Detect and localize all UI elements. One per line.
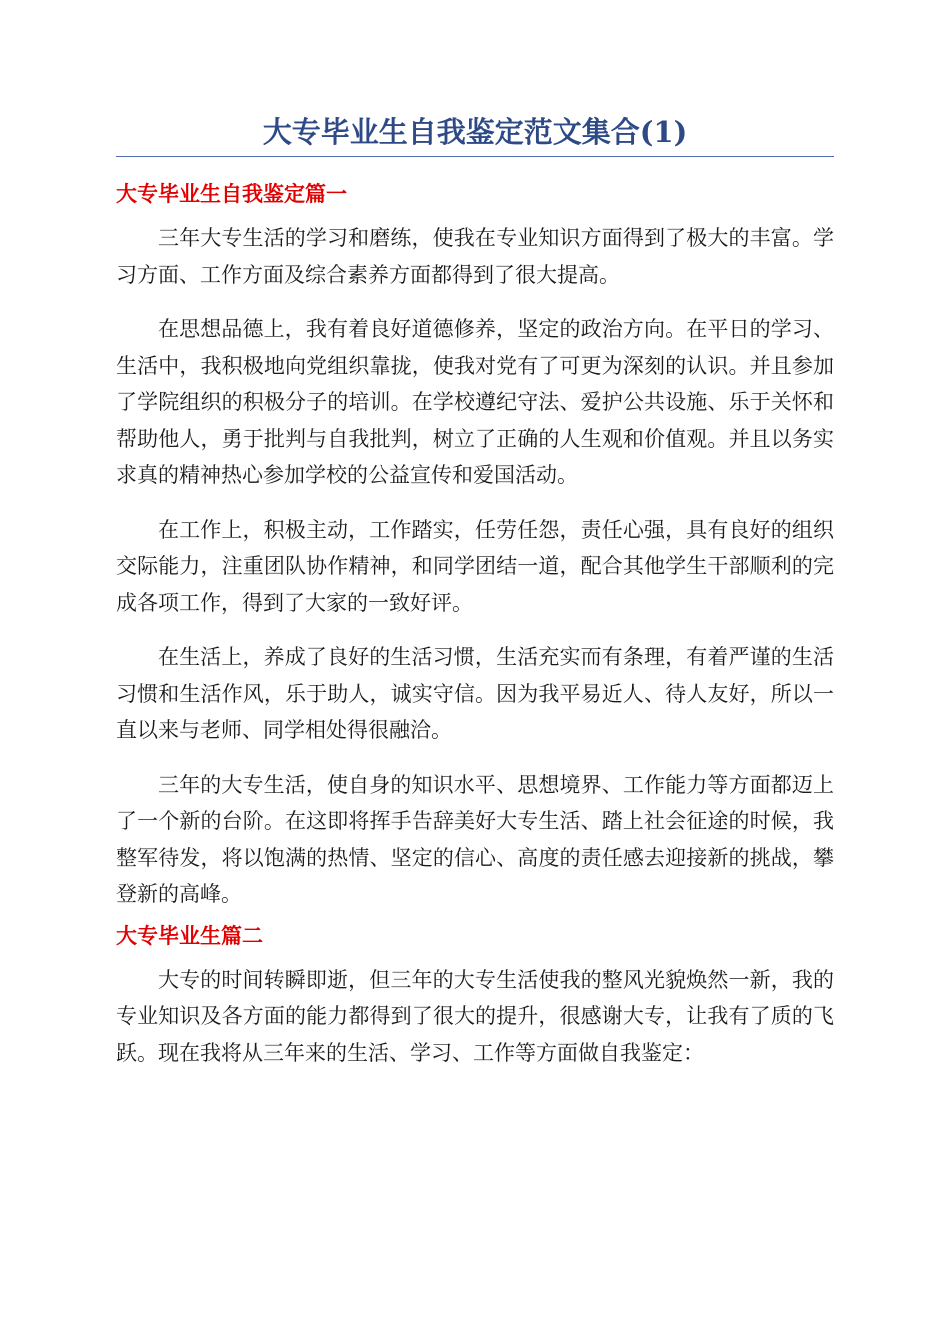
document-page bbox=[116, 110, 834, 1071]
paragraph: 三年大专生活的学习和磨练，使我在专业知识方面得到了极大的丰富。学习方面、工作方面及综合素养方面都得到了很大提高。 bbox=[116, 226, 834, 287]
paragraph: 在工作上，积极主动，工作踏实，任劳任怨，责任心强，具有良好的组织交际能力，注重团队协作精神，和同学团结一道，配合其他学生干部顺利的完成各项工作，得到了大家的一致好评。 bbox=[116, 517, 834, 615]
section-heading-2: 大专毕业生篇二 bbox=[116, 923, 263, 948]
paragraph: 大专的时间转瞬即逝，但三年的大专生活使我的整风光貌焕然一新，我的专业知识及各方面的能力都得到了很大的提升，很感谢大专，让我有了质的飞跃。现在我将从三年来的生活、学习、工作等方面做自我鉴定： bbox=[116, 967, 834, 1065]
section-heading-1: 大专毕业生自我鉴定篇一 bbox=[116, 182, 347, 206]
document-title: 大专毕业生自我鉴定范文集合(1) bbox=[116, 110, 834, 157]
paragraph: 在生活上，养成了良好的生活习惯，生活充实而有条理，有着严谨的生活习惯和生活作风，乐于助人，诚实守信。因为我平易近人、待人友好，所以一直以来与老师、同学相处得很融洽。 bbox=[116, 645, 834, 742]
paragraph: 三年的大专生活，使自身的知识水平、思想境界、工作能力等方面都迈上了一个新的台阶。在这即将挥手告辞美好大专生活、踏上社会征途的时候，我整军待发，将以饱满的热情、坚定的信心、高度的责任感去迎接新的挑战，攀登新的高峰。 bbox=[116, 772, 834, 906]
paragraph: 在思想品德上，我有着良好道德修养，坚定的政治方向。在平日的学习、生活中，我积极地向党组织靠拢，使我对党有了可更为深刻的认识。并且参加了学院组织的积极分子的培训。在学校遵纪守法、爱护公共设施、乐于关怀和帮助他人，勇于批判与自我批判，树立了正确的人生观和价值观。并且以务实求真的精神热心参加学校的公益宣传和爱国活动。 bbox=[116, 317, 834, 487]
